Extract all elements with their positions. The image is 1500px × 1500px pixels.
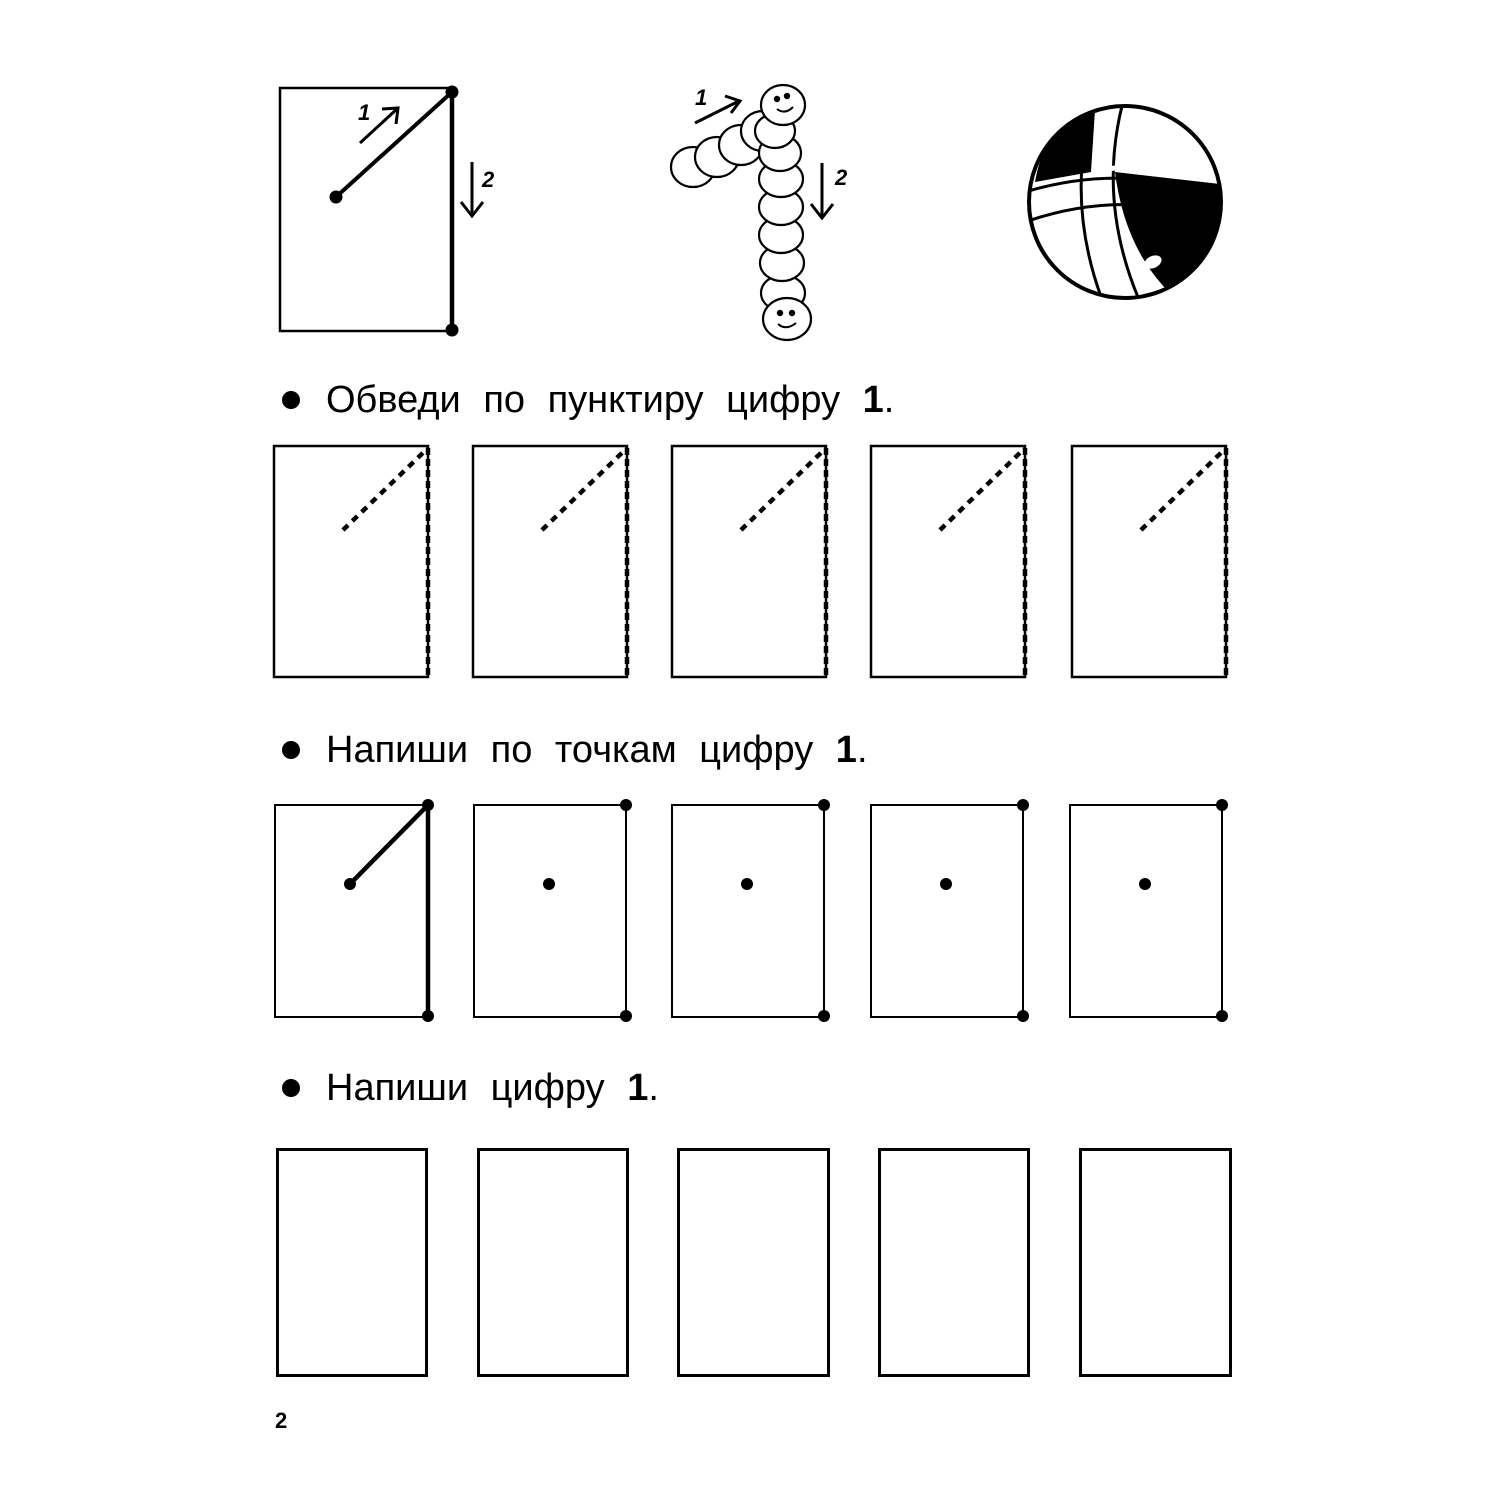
instruction-dots: [282, 725, 868, 775]
instruction-text: Напиши цифру: [326, 1066, 605, 1109]
stroke-1-label: 1: [358, 100, 371, 125]
write-cell-3[interactable]: [677, 1148, 830, 1377]
instruction-period: .: [648, 1066, 659, 1109]
dots-cell-example: [270, 798, 440, 1026]
dots-cell-4[interactable]: [866, 798, 1036, 1026]
stroke-1-label: 1: [695, 85, 708, 110]
stroke-2-label: 2: [482, 167, 495, 192]
instruction-digit: 1: [627, 1066, 649, 1109]
dots-cell-5[interactable]: [1065, 798, 1235, 1026]
trace-cell-5[interactable]: [1068, 442, 1238, 682]
write-cell-4[interactable]: [878, 1148, 1030, 1377]
page-number: 2: [275, 1408, 288, 1433]
bullet-icon: [282, 391, 300, 409]
instruction-text: Обведи по пунктиру цифру: [326, 378, 841, 421]
write-cell-1[interactable]: [276, 1148, 428, 1377]
instruction-write: [282, 1063, 659, 1113]
trace-cell-2[interactable]: [469, 442, 639, 682]
instruction-text: Напиши по точкам цифру: [326, 728, 814, 771]
instruction-period: .: [883, 378, 895, 421]
trace-cell-3[interactable]: [668, 442, 838, 682]
bullet-icon: [282, 1079, 300, 1097]
stroke-2-label: 2: [835, 165, 848, 190]
instruction-digit: 1: [835, 728, 857, 771]
bullet-icon: [282, 741, 300, 759]
instruction-period: .: [856, 728, 868, 771]
dots-cell-3[interactable]: [667, 798, 837, 1026]
example-digit-frame: [270, 80, 500, 345]
trace-cell-1[interactable]: [270, 442, 440, 682]
instruction-trace: [282, 375, 894, 425]
ball-illustration: [1025, 102, 1225, 302]
write-cell-2[interactable]: [477, 1148, 629, 1377]
trace-cell-4[interactable]: [867, 442, 1037, 682]
caterpillar-digit-illustration: [665, 75, 865, 345]
dots-cell-2[interactable]: [469, 798, 639, 1026]
write-cell-5[interactable]: [1079, 1148, 1232, 1377]
instruction-digit: 1: [862, 378, 884, 421]
